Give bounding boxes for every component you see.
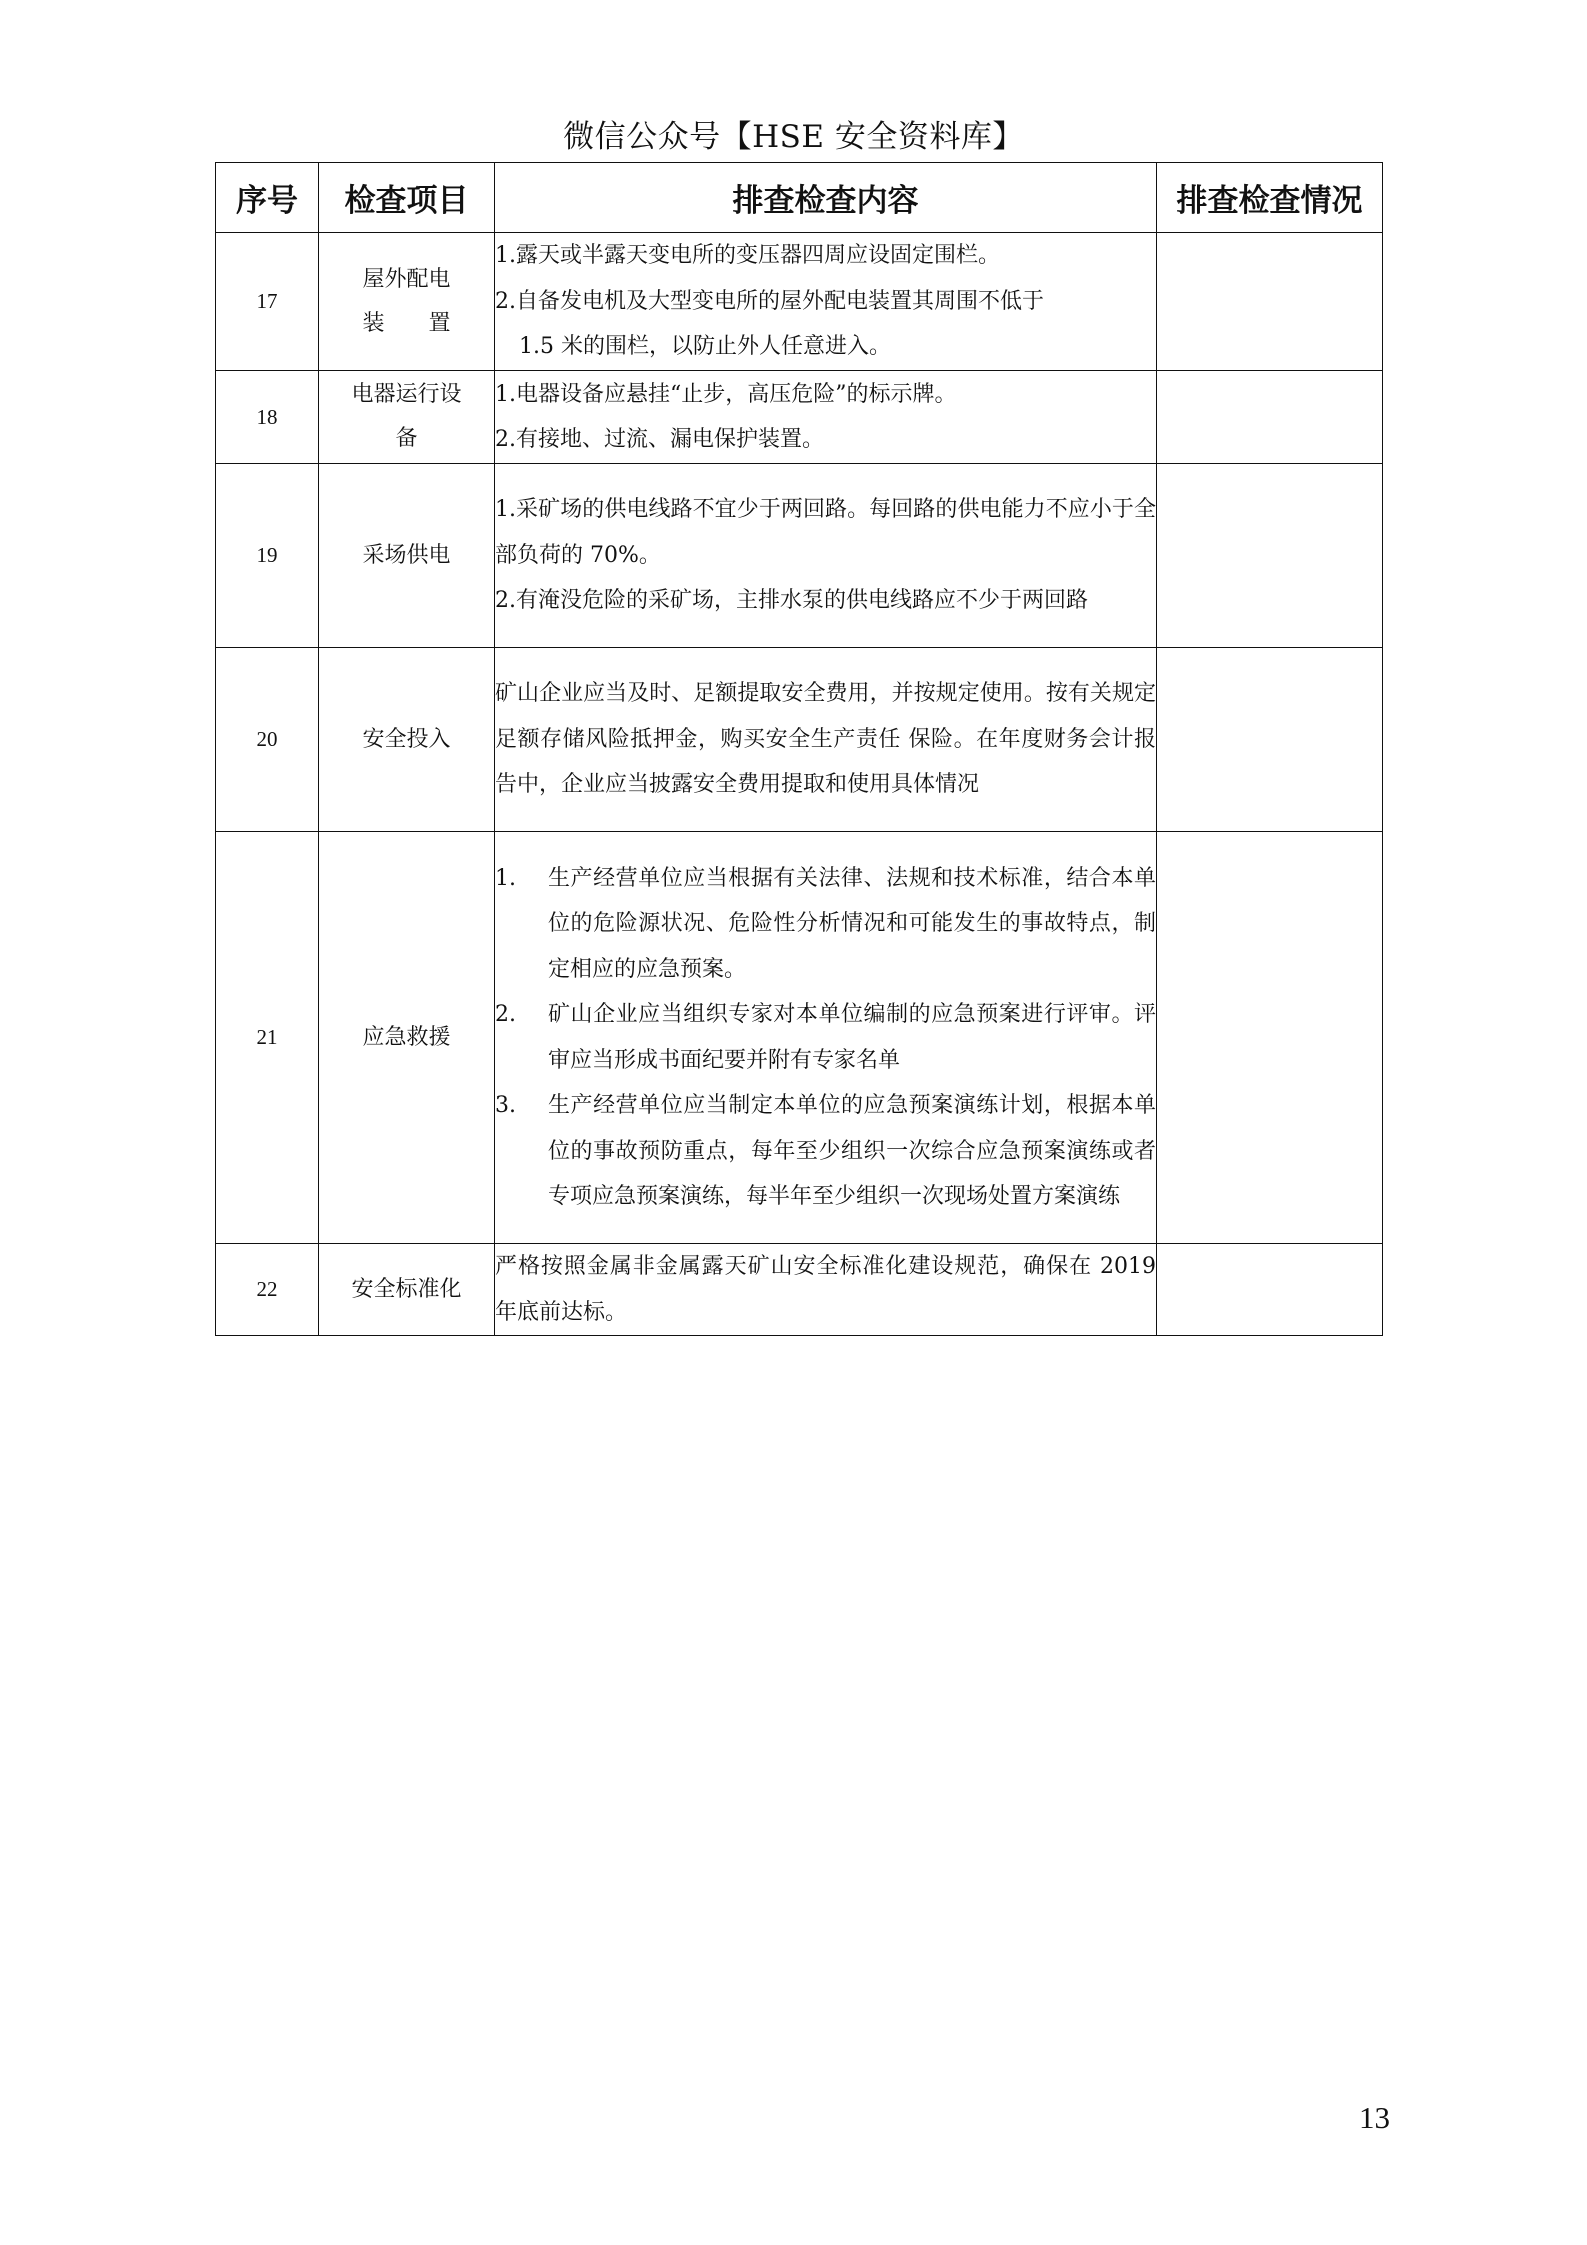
list-item-text: 生产经营单位应当制定本单位的应急预案演练计划，根据本单位的事故预防重点，每年至少组织一次综合应急预案演练或者专项应急预案演练，每半年至少组织一次现场处置方案演练 [548,1093,1156,1209]
row-item-line: 安全投入 [362,726,451,752]
row-result[interactable] [1157,648,1383,832]
row-result[interactable] [1157,371,1383,464]
list-item-number: 2. [495,1002,516,1027]
row-content [495,832,1157,1244]
list-item-text: 矿山企业应当组织专家对本单位编制的应急预案进行评审。评审应当形成书面纪要并附有专家名单 [548,1002,1156,1073]
column-header-content: 排查检查内容 [495,163,1157,233]
row-item [319,648,495,832]
row-content [495,233,1157,371]
content-line: 1.5 米的围栏，以防止外人任意进入。 [519,334,891,360]
row-item-line: 装 置 [362,310,451,336]
row-item-line: 安全标准化 [351,1276,462,1302]
row-number: 19 [216,464,319,648]
column-header-item: 检查项目 [319,163,495,233]
row-item [319,233,495,371]
row-number: 20 [216,648,319,832]
page-number: 13 [1359,2100,1390,2135]
inspection-table [215,162,1383,1336]
row-item [319,371,495,464]
content-line: 严格按照金属非金属露天矿山安全标准化建设规范，确保在 2019 年底前达标。 [495,1254,1156,1325]
list-item-number: 1. [495,865,516,891]
row-result[interactable] [1157,464,1383,648]
table-row [216,832,1383,1244]
column-header-number: 序号 [216,163,319,233]
row-item-line: 备 [395,426,418,451]
row-item [319,464,495,648]
row-number: 21 [216,832,319,1244]
row-item-line: 应急救援 [362,1024,451,1050]
table-row [216,1244,1383,1336]
row-content [495,1244,1157,1336]
list-item [495,1083,1156,1220]
row-item-line: 电器运行设 [351,382,462,407]
row-number: 17 [216,233,319,371]
row-content [495,464,1157,648]
row-number: 18 [216,371,319,464]
row-content [495,371,1157,464]
row-item [319,832,495,1244]
numbered-list [495,856,1156,1220]
row-result[interactable] [1157,233,1383,371]
table-row [216,464,1383,648]
content-line: 1.露天或半露天变电所的变压器四周应设固定围栏。 [495,243,1000,269]
content-line: 2.有淹没危险的采矿场，主排水泵的供电线路应不少于两回路 [495,588,1088,614]
page-header-title: 微信公众号【HSE 安全资料库】 [563,119,1024,155]
list-item-number: 3. [495,1093,516,1118]
row-item-line: 屋外配电 [362,266,451,292]
row-result[interactable] [1157,1244,1383,1336]
row-number: 22 [216,1244,319,1336]
row-item [319,1244,495,1336]
list-item-text: 生产经营单位应当根据有关法律、法规和技术标准，结合本单位的危险源状况、危险性分析情况和可能发生的事故特点，制定相应的应急预案。 [548,865,1156,982]
content-line: 2.有接地、过流、漏电保护装置。 [495,427,824,452]
content-line: 2.自备发电机及大型变电所的屋外配电装置其周围不低于 [495,288,1044,314]
column-header-result: 排查检查情况 [1157,163,1383,233]
row-result[interactable] [1157,832,1383,1244]
row-content [495,648,1157,832]
table-row [216,648,1383,832]
content-line: 矿山企业应当及时、足额提取安全费用，并按规定使用。按有关规定足额存储风险抵押金，购买安全生产责任 保险。在年度财务会计报告中，企业应当披露安全费用提取和使用具体情况 [495,681,1156,798]
list-item [495,992,1156,1083]
table-row [216,233,1383,371]
content-line: 1.采矿场的供电线路不宜少于两回路。每回路的供电能力不应小于全部负荷的 70%。 [495,497,1156,568]
content-line: 1.电器设备应悬挂“止步，高压危险”的标示牌。 [495,381,957,407]
table-header-row [216,163,1383,233]
row-item-line: 采场供电 [362,542,451,568]
list-item [495,856,1156,993]
table-row [216,371,1383,464]
